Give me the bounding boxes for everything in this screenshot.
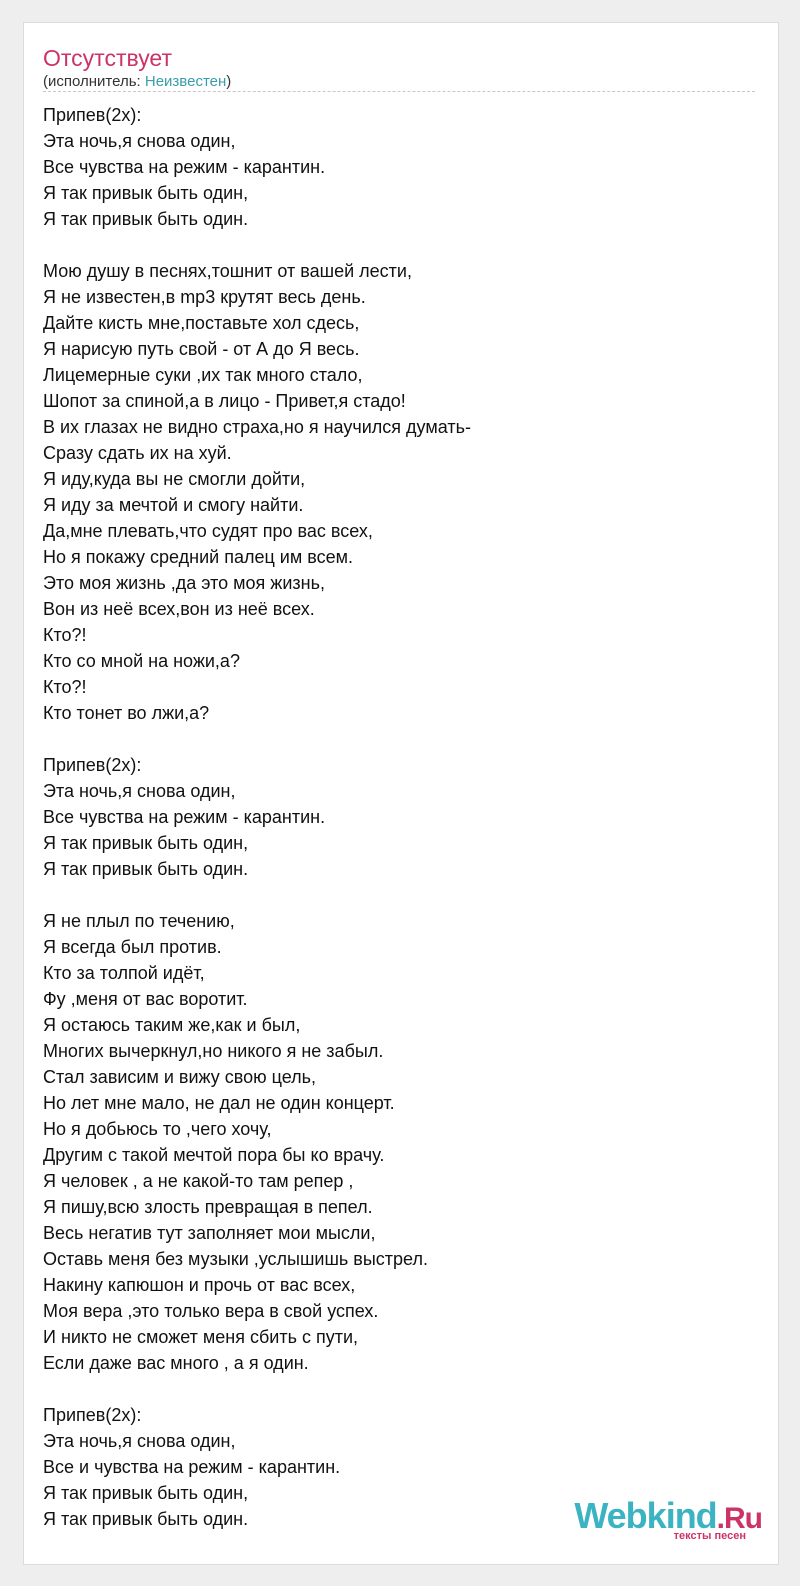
lyric-line: Кто за толпой идёт,: [43, 963, 205, 983]
lyric-line: [43, 882, 763, 908]
lyric-line: Стал зависим и вижу свою цель,: [43, 1067, 317, 1087]
song-title: Отсутствует: [43, 45, 172, 71]
lyric-line: Накину капюшон и прочь от вас всех,: [43, 1275, 356, 1295]
lyric-line: [43, 726, 763, 752]
lyric-line: Моя вера ,это только вера в свой успех.: [43, 1301, 379, 1321]
lyrics-card: [23, 22, 779, 1565]
lyric-line: Это моя жизнь ,да это моя жизнь,: [43, 573, 325, 593]
lyric-line: Я так привык быть один,: [43, 183, 249, 203]
lyric-line: [43, 232, 763, 258]
lyric-line: [43, 1376, 763, 1402]
lyric-line: Но я покажу средний палец им всем.: [43, 547, 353, 567]
artist-link[interactable]: Неизвестен: [144, 73, 227, 90]
lyric-line: Шопот за спиной,а в лицо - Привет,я стадо!: [43, 391, 406, 411]
lyric-line: Сразу сдать их на хуй.: [43, 443, 232, 463]
artist-line: [43, 73, 231, 91]
lyric-line: Я остаюсь таким же,как и был,: [43, 1015, 301, 1035]
lyric-line: Я иду за мечтой и смогу найти.: [43, 495, 304, 515]
lyric-line: Я пишу,всю злость превращая в пепел.: [43, 1197, 373, 1217]
logo-tld: .Ru: [716, 1502, 762, 1535]
lyric-line: Я не плыл по течению,: [43, 911, 235, 931]
logo-tagline: тексты песен: [673, 1530, 746, 1542]
lyric-line: Кто?!: [43, 677, 87, 697]
lyric-line: Все чувства на режим - карантин.: [43, 157, 326, 177]
lyric-line: Дайте кисть мне,поставьте хол сдесь,: [43, 313, 360, 333]
lyric-line: Кто со мной на ножи,а?: [43, 651, 240, 671]
lyric-line: Я всегда был против.: [43, 937, 222, 957]
lyric-line: Мою душу в песнях,тошнит от вашей лести,: [43, 261, 412, 281]
lyric-line: Я не известен,в mp3 крутят весь день.: [43, 287, 366, 307]
artist-prefix: (исполнитель:: [43, 73, 145, 90]
lyric-line: Эта ночь,я снова один,: [43, 781, 236, 801]
lyric-line: Но лет мне мало, не дал не один концерт.: [43, 1093, 395, 1113]
lyric-line: И никто не сможет меня сбить с пути,: [43, 1327, 359, 1347]
lyric-line: Я нарисую путь свой - от А до Я весь.: [43, 339, 360, 359]
lyric-line: Эта ночь,я снова один,: [43, 131, 236, 151]
lyric-line: В их глазах не видно страха,но я научился думать-: [43, 417, 471, 437]
lyric-line: Кто?!: [43, 625, 87, 645]
header-divider: [43, 91, 755, 92]
lyric-line: Я так привык быть один,: [43, 1483, 249, 1503]
lyric-line: Весь негатив тут заполняет мои мысли,: [43, 1223, 376, 1243]
lyric-line: Все чувства на режим - карантин.: [43, 807, 326, 827]
lyric-line: Все и чувства на режим - карантин.: [43, 1457, 341, 1477]
logo-name: Webkind: [574, 1495, 717, 1536]
lyric-line: Я так привык быть один.: [43, 859, 249, 879]
lyric-line: Эта ночь,я снова один,: [43, 1431, 236, 1451]
lyric-line: Я так привык быть один.: [43, 209, 249, 229]
lyric-line: Другим с такой мечтой пора бы ко врачу.: [43, 1145, 385, 1165]
lyric-line: Если даже вас много , а я один.: [43, 1353, 309, 1373]
lyric-line: Припев(2х):: [43, 105, 142, 125]
lyric-line: Я иду,куда вы не смогли дойти,: [43, 469, 306, 489]
lyric-line: Припев(2х):: [43, 755, 142, 775]
site-logo[interactable]: [562, 1496, 762, 1540]
lyric-line: Я человек , а не какой-то там репер ,: [43, 1171, 354, 1191]
lyric-line: Я так привык быть один,: [43, 833, 249, 853]
lyric-line: Многих вычеркнул,но никого я не забыл.: [43, 1041, 384, 1061]
artist-suffix: ): [226, 73, 232, 90]
lyric-line: Да,мне плевать,что судят про вас всех,: [43, 521, 373, 541]
lyric-line: Вон из неё всех,вон из неё всех.: [43, 599, 315, 619]
lyric-line: Фу ,меня от вас воротит.: [43, 989, 248, 1009]
lyric-line: Припев(2х):: [43, 1405, 142, 1425]
lyric-line: Но я добьюсь то ,чего хочу,: [43, 1119, 272, 1139]
lyric-line: Лицемерные суки ,их так много стало,: [43, 365, 363, 385]
lyric-line: Кто тонет во лжи,а?: [43, 703, 210, 723]
lyric-line: Я так привык быть один.: [43, 1509, 249, 1529]
lyrics-text: [43, 102, 763, 1532]
lyric-line: Оставь меня без музыки ,услышишь выстрел.: [43, 1249, 428, 1269]
